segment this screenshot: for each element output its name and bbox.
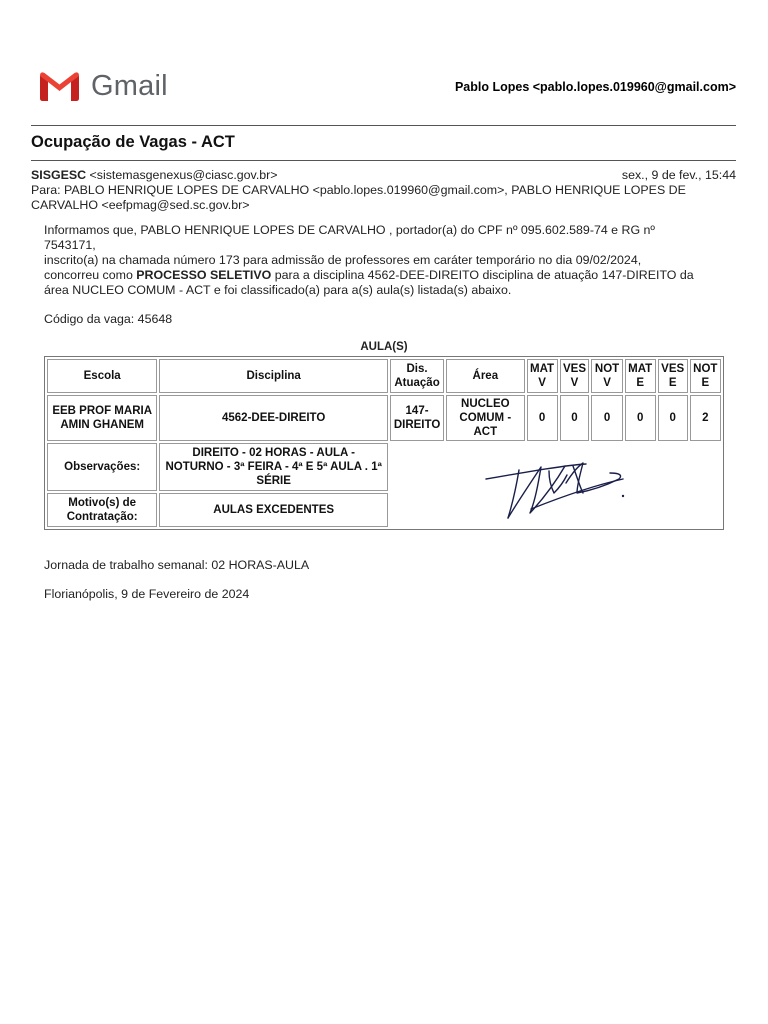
signature-area: [390, 443, 721, 527]
sender: [31, 168, 278, 183]
sender-name: SISGESC: [31, 168, 87, 182]
signature-icon: [391, 443, 721, 523]
aulas-title: AULA(S): [360, 341, 408, 353]
header-escola: Escola: [47, 359, 157, 393]
email-meta: [31, 168, 736, 213]
cell-mate: 0: [625, 395, 656, 441]
location-date: Florianópolis, 9 de Fevereiro de 2024: [44, 587, 250, 601]
header-area: Área: [446, 359, 524, 393]
table-row: [47, 395, 721, 441]
aulas-table: [44, 356, 724, 530]
body-line-2: inscrito(a) na chamada número 173 para admissão de professores em caráter temporário no dia 09/02/2024,: [44, 253, 642, 267]
account-label: Pablo Lopes <pablo.lopes.019960@gmail.com>: [454, 80, 736, 94]
obs-row: [47, 443, 721, 491]
body-line-1: Informamos que, PABLO HENRIQUE LOPES DE CARVALHO , portador(a) do CPF nº 095.602.589-74 e RG nº 7543171,: [44, 223, 655, 252]
cell-vese: 0: [658, 395, 688, 441]
cell-disciplina: 4562-DEE-DIREITO: [159, 395, 388, 441]
header-disciplina: Disciplina: [159, 359, 388, 393]
header-note: NOT E: [690, 359, 721, 393]
email-subject: Ocupação de Vagas - ACT: [31, 133, 235, 151]
body-line-3: concorreu como PROCESSO SELETIVO para a disciplina 4562-DEE-DIREITO disciplina de atuação 147-DIREITO da área NUCLEO COMUM - ACT e foi classificado(a) para a(s) aula(s) listada(s) abaixo.: [44, 268, 694, 297]
subject-divider: [31, 160, 736, 161]
vacancy-code: Código da vaga: 45648: [44, 312, 173, 326]
jornada-text: Jornada de trabalho semanal: 02 HORAS-AULA: [44, 558, 310, 572]
header-vese: VES E: [658, 359, 688, 393]
header-divider: [31, 125, 736, 126]
cell-area: NUCLEO COMUM - ACT: [446, 395, 524, 441]
gmail-logo: [38, 70, 168, 102]
email-body: [44, 223, 704, 298]
cell-note: 2: [690, 395, 721, 441]
cell-notv: 0: [591, 395, 622, 441]
cell-vesv: 0: [560, 395, 590, 441]
cell-matv: 0: [527, 395, 558, 441]
sender-email: <sistemasgenexus@ciasc.gov.br>: [89, 168, 278, 182]
cell-dis-atuacao: 147-DIREITO: [390, 395, 444, 441]
cell-escola: EEB PROF MARIA AMIN GHANEM: [47, 395, 157, 441]
gmail-m-icon: [38, 70, 81, 102]
motivo-label: Motivo(s) de Contratação:: [47, 493, 157, 527]
obs-value: DIREITO - 02 HORAS - AULA - NOTURNO - 3ª FEIRA - 4ª E 5ª AULA . 1ª SÉRIE: [159, 443, 388, 491]
header-dis-atuacao: Dis. Atuação: [390, 359, 444, 393]
email-date: sex., 9 de fev., 15:44: [621, 168, 736, 182]
header-mate: MAT E: [625, 359, 656, 393]
process-type: PROCESSO SELETIVO: [136, 268, 272, 282]
obs-label: Observações:: [47, 443, 157, 491]
header-matv: MAT V: [527, 359, 558, 393]
motivo-value: AULAS EXCEDENTES: [159, 493, 388, 527]
table-header-row: [47, 359, 721, 393]
header-vesv: VES V: [560, 359, 590, 393]
recipients: Para: PABLO HENRIQUE LOPES DE CARVALHO <pablo.lopes.019960@gmail.com>, PABLO HENRIQUE LOPES DE CARVALHO <eefpmag@sed.sc.gov.br>: [31, 183, 686, 212]
header-notv: NOT V: [591, 359, 622, 393]
gmail-wordmark: Gmail: [91, 69, 168, 102]
